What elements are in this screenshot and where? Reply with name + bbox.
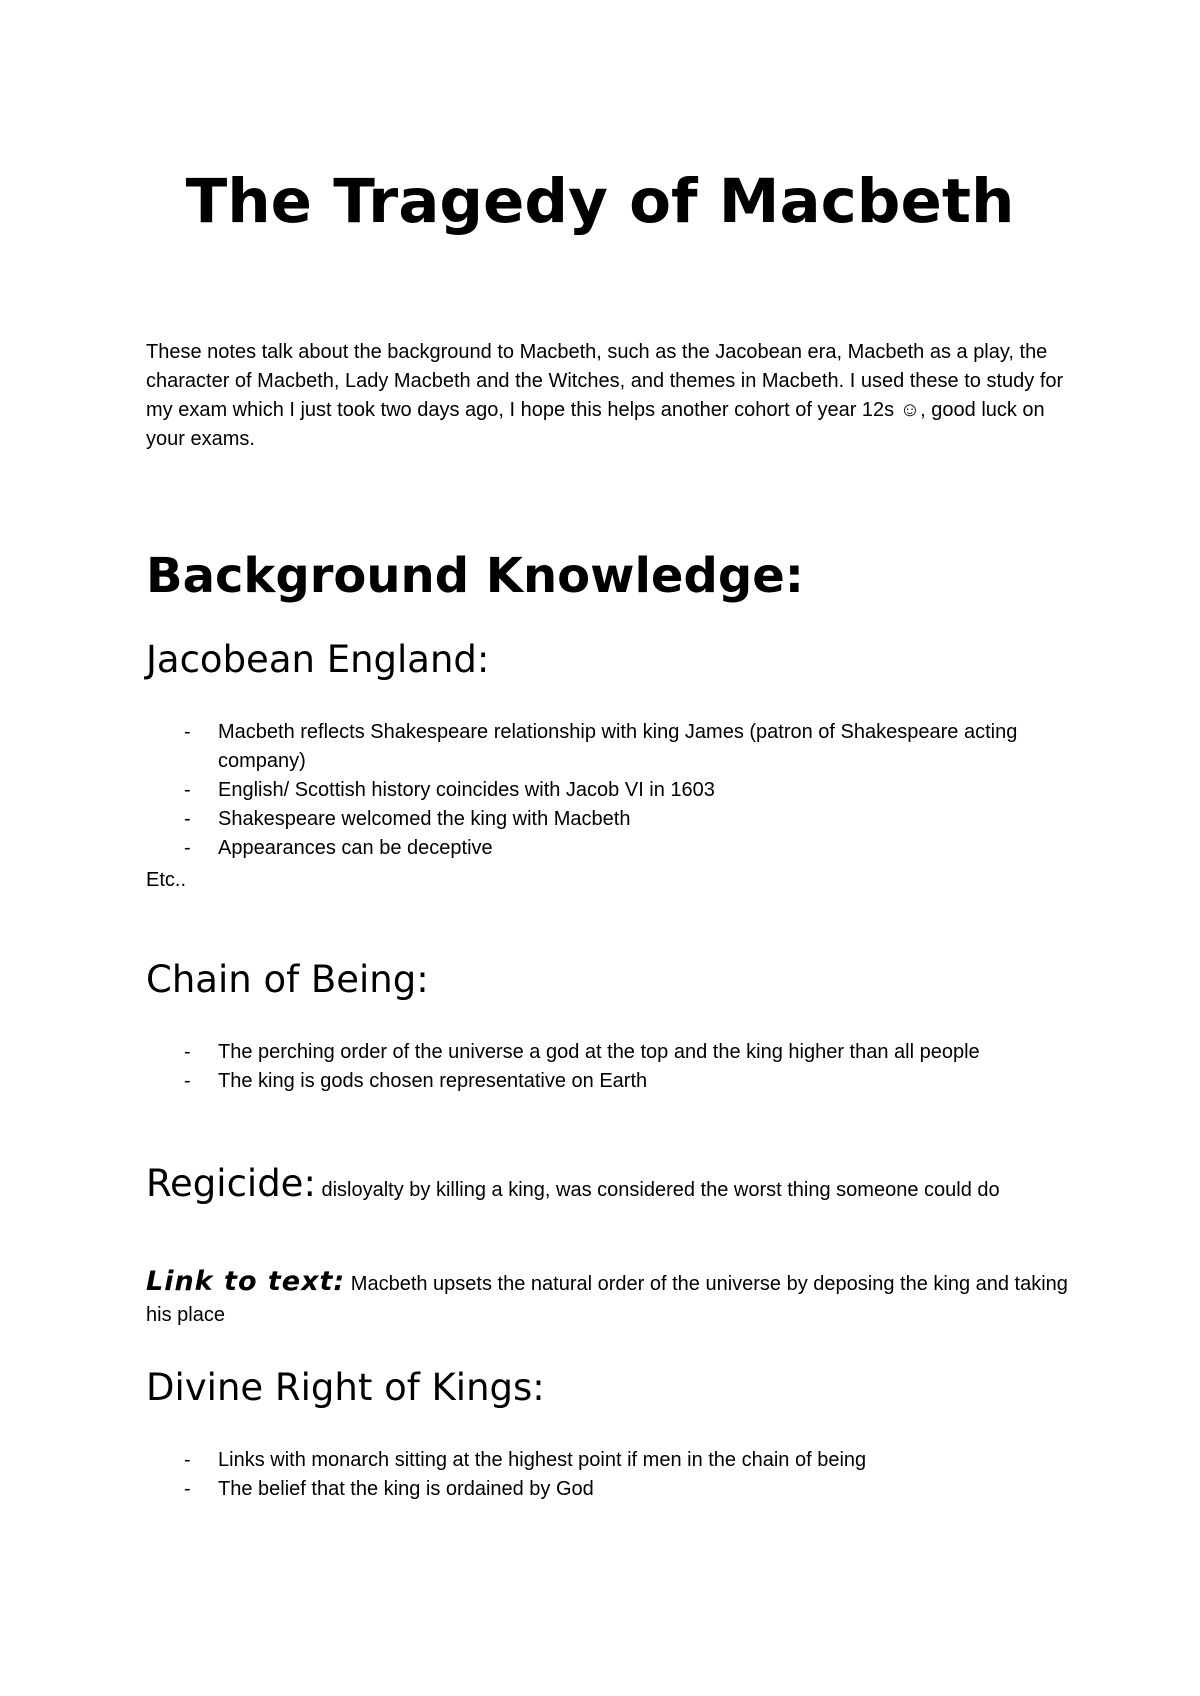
document-title: The Tragedy of Macbeth: [185, 166, 1015, 237]
list-item: [146, 1067, 1066, 1096]
list-item-text: Shakespeare welcomed the king with Macbeth: [218, 808, 631, 830]
link-to-text-term: Link to text:: [146, 1266, 346, 1297]
list-item: [146, 1475, 1066, 1504]
list-item: [146, 1446, 1066, 1475]
dash-bullet: -: [184, 721, 191, 743]
list-item: [146, 834, 1066, 863]
intro-paragraph: These notes talk about the background to Macbeth, such as the Jacobean era, Macbeth as a play, the character of Macbeth, Lady Macbeth and the Witches, and themes in Macbeth. I used these to study for my exam which I just took two days ago, I hope this helps another cohort of year 12s ☺, good luck on your exams.: [146, 341, 1064, 450]
regicide-definition: disloyalty by killing a king, was considered the worst thing someone could do: [315, 1179, 1000, 1201]
jacobean-bullet-list: [146, 718, 1066, 863]
list-item: [146, 718, 1066, 776]
list-item-text: Links with monarch sitting at the highest point if men in the chain of being: [218, 1449, 867, 1471]
divine-bullet-list: [146, 1446, 1066, 1504]
list-item-text: The belief that the king is ordained by God: [218, 1478, 594, 1500]
dash-bullet: -: [184, 1041, 191, 1063]
list-item: [146, 776, 1066, 805]
list-item-text: Appearances can be deceptive: [218, 837, 493, 859]
dash-bullet: -: [184, 779, 191, 801]
list-item-text: Macbeth reflects Shakespeare relationship with king James (patron of Shakespeare acting company): [218, 721, 1018, 772]
list-item-text: The king is gods chosen representative on Earth: [218, 1070, 648, 1092]
dash-bullet: -: [184, 837, 191, 859]
etc-text: Etc..: [146, 869, 187, 891]
chain-bullet-list: [146, 1038, 1066, 1096]
chain-of-being-heading: Chain of Being:: [146, 958, 429, 1001]
dash-bullet: -: [184, 808, 191, 830]
divine-right-heading: Divine Right of Kings:: [146, 1366, 545, 1409]
dash-bullet: -: [184, 1478, 191, 1500]
dash-bullet: -: [184, 1449, 191, 1471]
jacobean-england-heading: Jacobean England:: [146, 638, 490, 681]
list-item-text: The perching order of the universe a god at the top and the king higher than all people: [218, 1041, 980, 1063]
list-item: [146, 1038, 1066, 1067]
dash-bullet: -: [184, 1070, 191, 1092]
background-knowledge-heading: Background Knowledge:: [146, 548, 804, 604]
list-item-text: English/ Scottish history coincides with Jacob VI in 1603: [218, 779, 715, 801]
link-to-text-body: Macbeth upsets the natural order of the universe by deposing the king and taking his place: [146, 1273, 1068, 1326]
regicide-paragraph: [146, 1162, 1076, 1206]
list-item: [146, 805, 1066, 834]
regicide-term: Regicide:: [146, 1162, 316, 1205]
link-to-text-paragraph: [146, 1266, 1076, 1331]
